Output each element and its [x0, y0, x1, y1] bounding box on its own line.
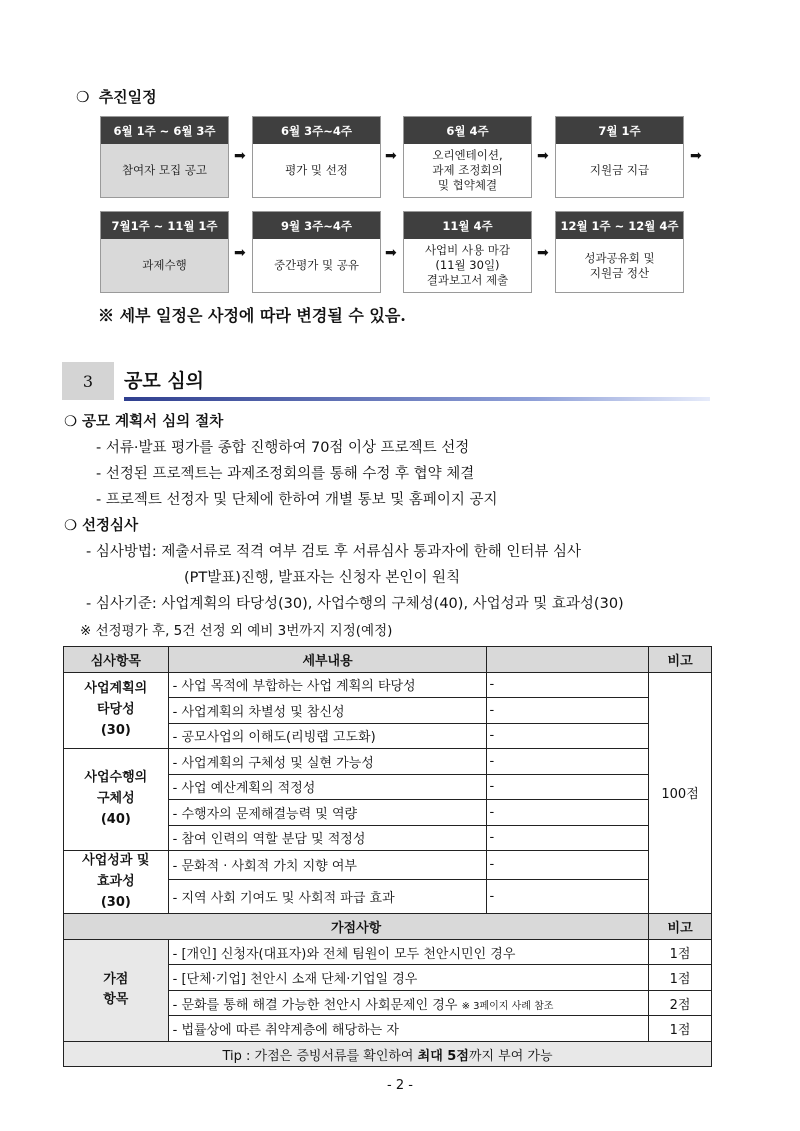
schedule-step-4: [555, 116, 684, 198]
step-task: 지원금 지급: [556, 144, 683, 197]
page-number: - 2 -: [387, 1078, 413, 1093]
section-title: 공모 심의: [124, 370, 205, 392]
right-arrow-icon: ➡: [690, 148, 702, 164]
score-cell: -: [487, 879, 649, 914]
header-detail: 세부내용: [168, 647, 487, 673]
selection-method: - 심사방법: 제출서류로 적격 여부 검토 후 서류심사 통과자에 한해 인터뷰 심사: [86, 544, 582, 560]
section-number: 3: [62, 362, 114, 400]
schedule-note: ※ 세부 일정은 사정에 따라 변경될 수 있음.: [98, 306, 406, 325]
bonus-item: - [단체·기업] 천안시 소재 단체·기업일 경우: [168, 965, 649, 991]
table-header-row: [64, 647, 712, 673]
bonus-remark-header: 비고: [649, 914, 712, 940]
selection-criteria: - 심사기준: 사업계획의 타당성(30), 사업수행의 구체성(40), 사업성과 및 효과성(30): [86, 596, 624, 612]
bonus-points: 2점: [649, 990, 712, 1016]
header-blank: [487, 647, 649, 673]
schedule-step-7: [403, 211, 532, 293]
step-period: 7월 1주: [556, 117, 683, 144]
schedule-title: 추진일정: [98, 88, 157, 106]
bonus-item: - [개인] 신청자(대표자)와 전체 팀원이 모두 천안시민인 경우: [168, 939, 649, 965]
tip-cell: [64, 1041, 712, 1067]
table-row: [64, 672, 712, 698]
bonus-header: 가점사항: [64, 914, 649, 940]
bonus-item-cell: [168, 990, 649, 1016]
detail-item: - 사업 목적에 부합하는 사업 계획의 타당성: [168, 672, 487, 698]
table-row: [64, 749, 712, 775]
detail-item: - 참여 인력의 역할 분담 및 적정성: [168, 825, 487, 851]
header-remark: 비고: [649, 647, 712, 673]
schedule-step-5: [100, 211, 229, 293]
bonus-points: 1점: [649, 939, 712, 965]
tip-bold: 최대 5점: [417, 1048, 469, 1064]
detail-item: - 수행자의 문제해결능력 및 역량: [168, 800, 487, 826]
step-task: 과제수행: [101, 239, 228, 292]
schedule-step-6: [252, 211, 381, 293]
selection-note: ※ 선정평가 후, 5건 선정 외 예비 3번까지 지정(예정): [80, 623, 393, 639]
schedule-heading: [76, 86, 157, 107]
procedure-line: - 서류·발표 평가를 종합 진행하여 70점 이상 프로젝트 선정: [96, 440, 470, 456]
detail-item: - 지역 사회 기여도 및 사회적 파급 효과: [168, 879, 487, 914]
detail-item: - 사업계획의 구체성 및 실현 가능성: [168, 749, 487, 775]
right-arrow-icon: ➡: [385, 245, 397, 261]
detail-item: - 공모사업의 이해도(리빙랩 고도화): [168, 723, 487, 749]
schedule-step-8: [555, 211, 684, 293]
circle-bullet-icon: ❍: [76, 88, 90, 106]
tip-row: [64, 1041, 712, 1067]
score-cell: -: [487, 749, 649, 775]
step-period: 11월 4주: [404, 212, 531, 239]
schedule-step-2: [252, 116, 381, 198]
right-arrow-icon: ➡: [234, 148, 246, 164]
step-task: 평가 및 선정: [253, 144, 380, 197]
step-period: 6월 3주~4주: [253, 117, 380, 144]
right-arrow-icon: ➡: [537, 245, 549, 261]
criteria-table: [63, 646, 712, 1067]
score-cell: -: [487, 698, 649, 724]
bonus-item: - 법률상에 따른 취약계층에 해당하는 자: [168, 1016, 649, 1042]
section-underline: [124, 397, 710, 401]
category-outcome: 사업성과 및 효과성 (30): [64, 851, 169, 914]
score-cell: -: [487, 800, 649, 826]
right-arrow-icon: ➡: [537, 148, 549, 164]
step-period: 12월 1주 ~ 12월 4주: [556, 212, 683, 239]
bonus-points: 1점: [649, 965, 712, 991]
step-task: 오리엔테이션, 과제 조정회의 및 협약체결: [404, 144, 531, 197]
step-task: 중간평가 및 공유: [253, 239, 380, 292]
procedure-line: - 선정된 프로젝트는 과제조정회의를 통해 수정 후 협약 체결: [96, 466, 475, 482]
detail-item: - 문화적 · 사회적 가치 지향 여부: [168, 851, 487, 880]
step-period: 9월 3주~4주: [253, 212, 380, 239]
step-task: 성과공유회 및 지원금 정산: [556, 239, 683, 292]
bonus-points: 1점: [649, 1016, 712, 1042]
bonus-item: - 문화를 통해 해결 가능한 천안시 사회문제인 경우: [172, 997, 458, 1013]
step-period: 7월1주 ~ 11월 1주: [101, 212, 228, 239]
detail-item: - 사업계획의 차별성 및 참신성: [168, 698, 487, 724]
bonus-item-reference: ※ 3페이지 사례 참조: [461, 1000, 554, 1012]
step-period: 6월 1주 ~ 6월 3주: [101, 117, 228, 144]
score-cell: -: [487, 851, 649, 880]
tip-text-end: 까지 부여 가능: [468, 1048, 553, 1064]
procedure-heading: ❍ 공모 계획서 심의 절차: [64, 414, 224, 430]
category-execution: 사업수행의 구체성 (40): [64, 749, 169, 851]
bonus-row: [64, 939, 712, 965]
procedure-line: - 프로젝트 선정자 및 단체에 한하여 개별 통보 및 홈페이지 공지: [96, 492, 498, 508]
right-arrow-icon: ➡: [234, 245, 246, 261]
step-task: 사업비 사용 마감 (11월 30일) 결과보고서 제출: [404, 239, 531, 292]
score-cell: -: [487, 723, 649, 749]
right-arrow-icon: ➡: [385, 148, 397, 164]
bonus-category: 가점 항목: [64, 939, 169, 1041]
table-row: [64, 851, 712, 880]
tip-text: Tip : 가점은 증빙서류를 확인하여: [222, 1048, 418, 1064]
score-cell: -: [487, 672, 649, 698]
total-score: 100점: [649, 672, 712, 914]
score-cell: -: [487, 825, 649, 851]
score-cell: -: [487, 774, 649, 800]
step-period: 6월 4주: [404, 117, 531, 144]
step-task: 참여자 모집 공고: [101, 144, 228, 197]
header-category: 심사항목: [64, 647, 169, 673]
category-plan: 사업계획의 타당성 (30): [64, 672, 169, 749]
selection-heading: ❍ 선정심사: [64, 518, 139, 534]
schedule-step-1: [100, 116, 229, 198]
selection-method-cont: (PT발표)진행, 발표자는 신청자 본인이 원칙: [184, 570, 461, 586]
schedule-step-3: [403, 116, 532, 198]
detail-item: - 사업 예산계획의 적정성: [168, 774, 487, 800]
bonus-header-row: [64, 914, 712, 940]
